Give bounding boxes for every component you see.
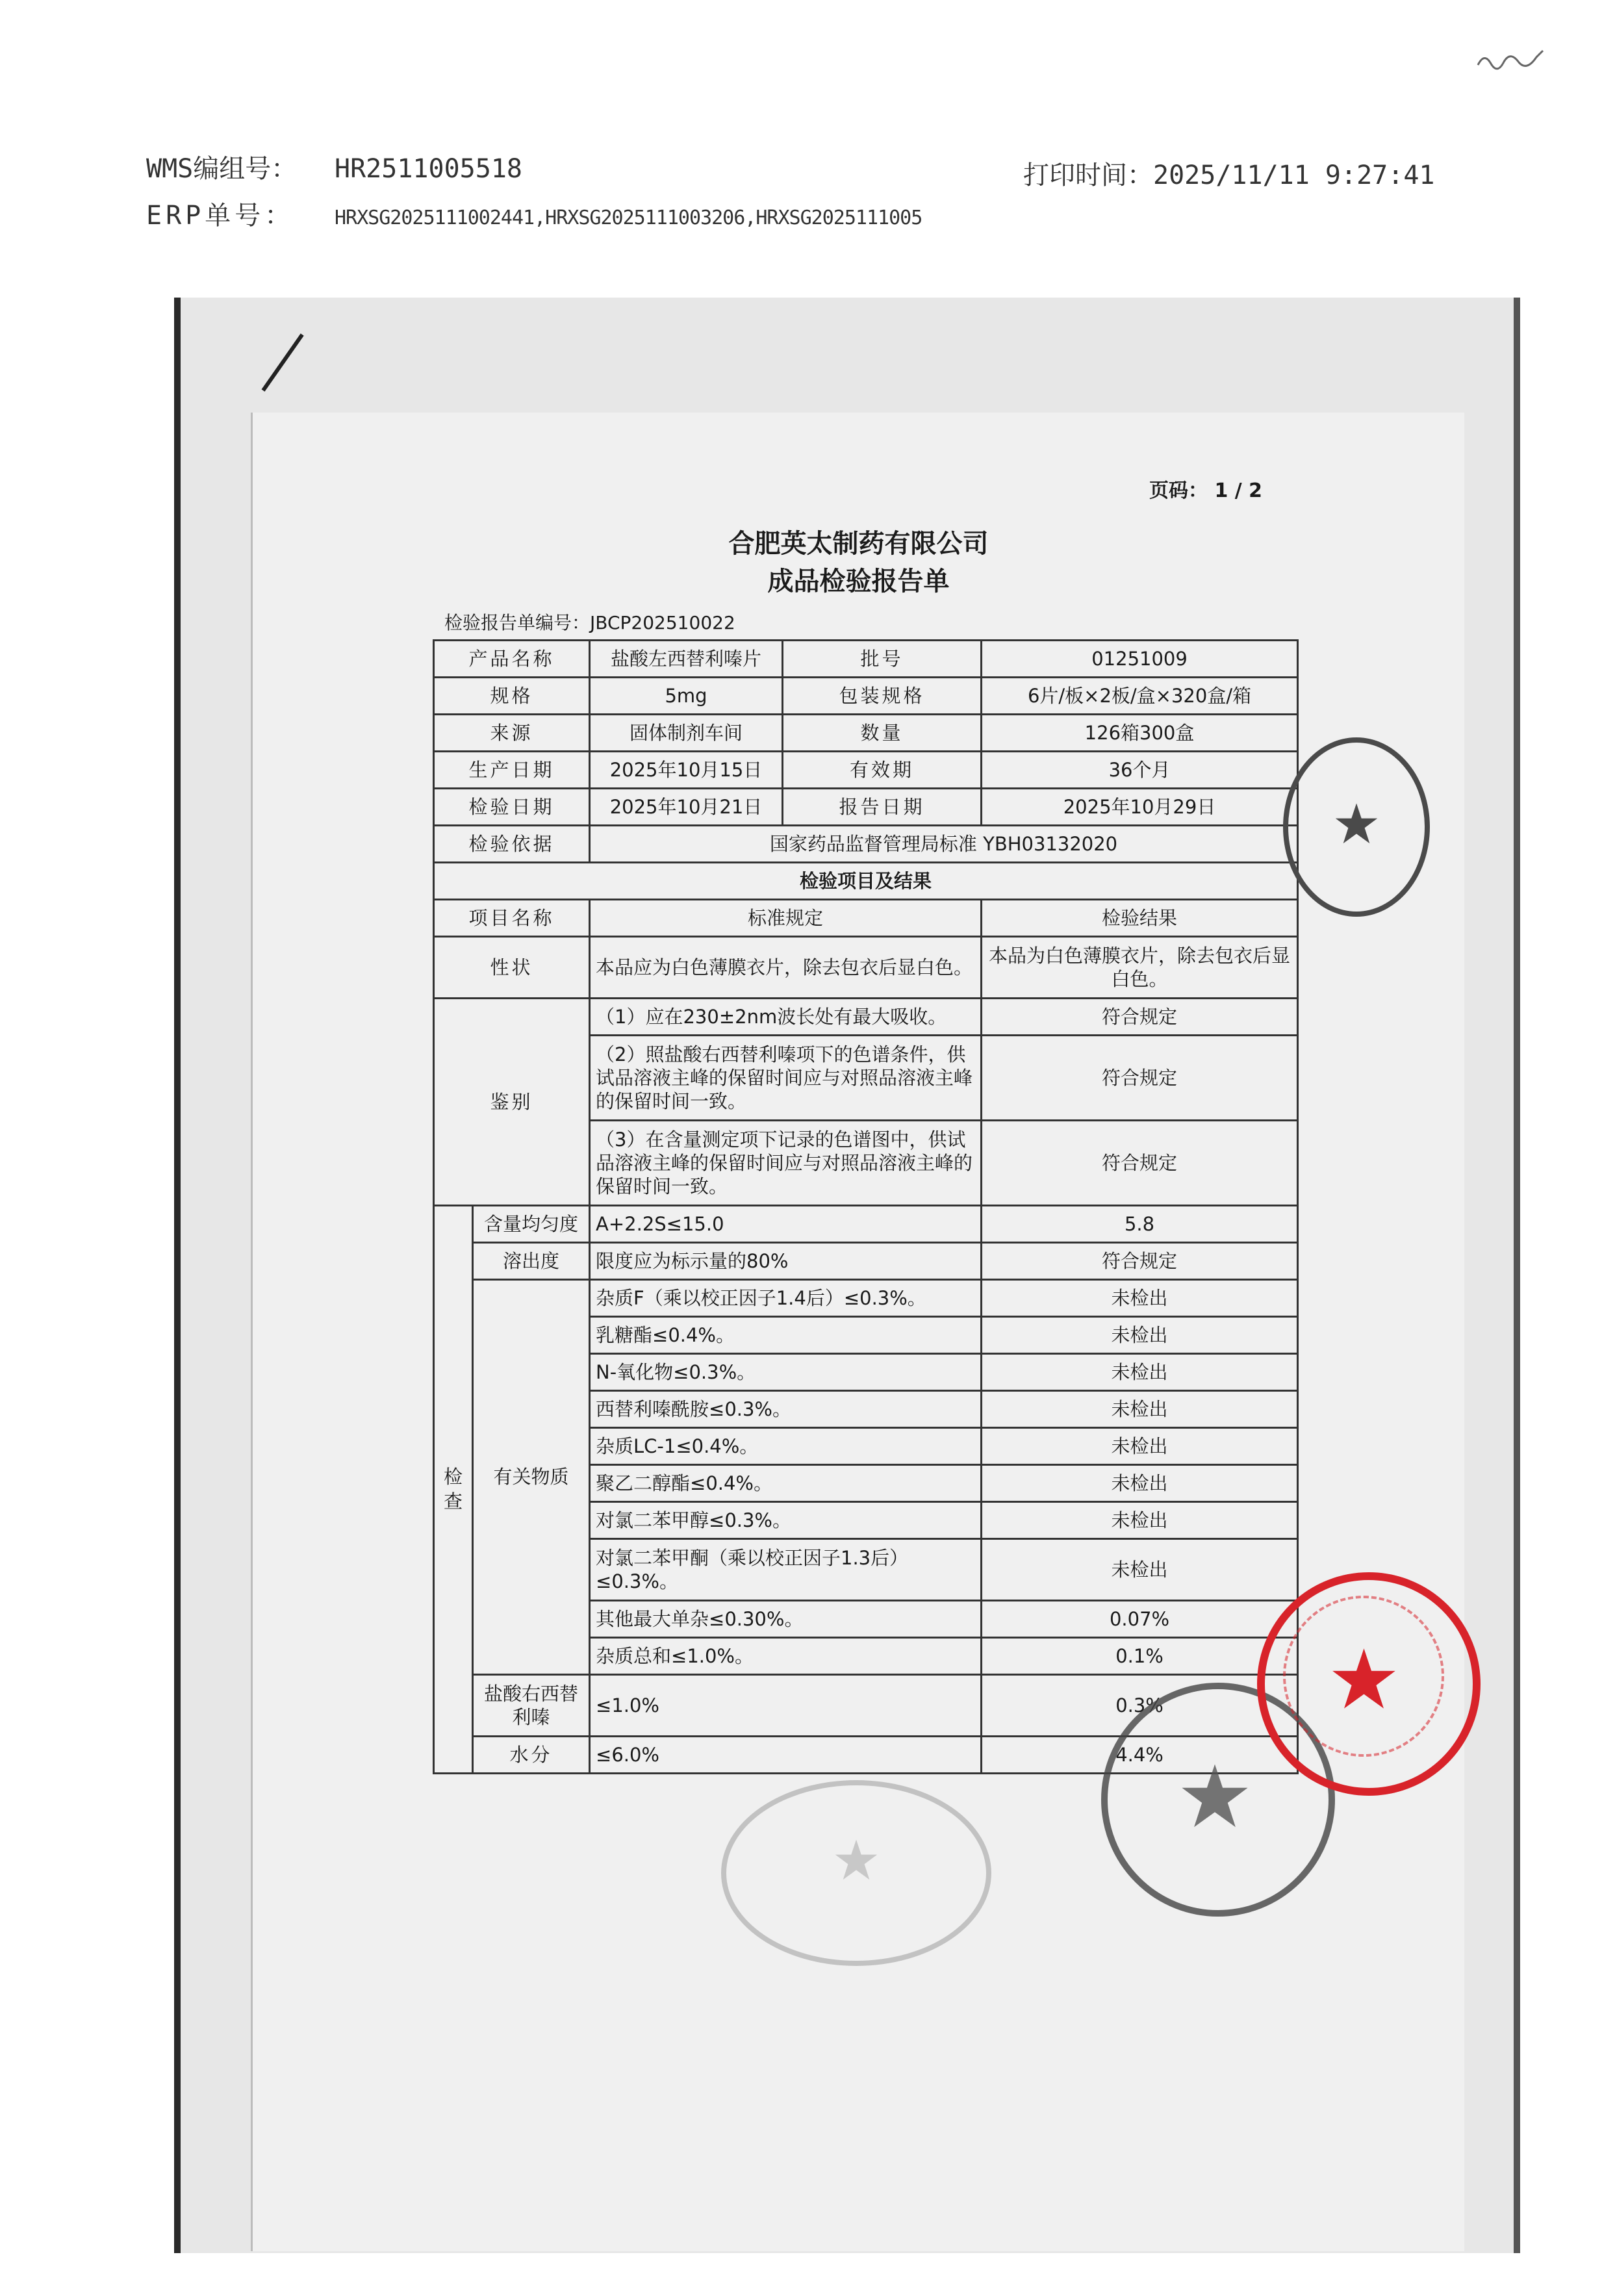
- identification-label: 鉴别: [434, 999, 590, 1206]
- report-date-label: 报告日期: [783, 789, 982, 826]
- table-row: [434, 641, 1298, 678]
- uniformity-label: 含量均匀度: [473, 1206, 590, 1243]
- related-standard: 其他最大单杂≤0.30%。: [590, 1601, 982, 1638]
- wms-value: HR2511005518: [335, 154, 522, 184]
- table-row: [434, 999, 1298, 1036]
- id2-result: 符合规定: [982, 1036, 1298, 1121]
- related-standard: 杂质F（乘以校正因子1.4后）≤0.3%。: [590, 1280, 982, 1317]
- expiry: 36个月: [982, 752, 1298, 789]
- erp-label: ERP单号：: [146, 201, 295, 231]
- related-standard: 杂质总和≤1.0%。: [590, 1638, 982, 1675]
- table-row: [434, 826, 1298, 863]
- dextro-label: 盐酸右西替利嗪: [473, 1675, 590, 1737]
- related-standard: 杂质LC-1≤0.4%。: [590, 1428, 982, 1465]
- basis: 国家药品监督管理局标准 YBH03132020: [590, 826, 1298, 863]
- related-result: 未检出: [982, 1354, 1298, 1391]
- faint-seal-impression: [721, 1780, 991, 1966]
- star-icon: [1179, 1761, 1251, 1832]
- product-name-label: 产品名称: [434, 641, 590, 678]
- related-result: 未检出: [982, 1391, 1298, 1428]
- related-standard: 乳糖酯≤0.4%。: [590, 1317, 982, 1354]
- star-icon: [833, 1837, 879, 1883]
- spec-label: 规格: [434, 678, 590, 715]
- quality-dept-seal-top: [1283, 737, 1430, 917]
- id1-result: 符合规定: [982, 999, 1298, 1036]
- related-result: 未检出: [982, 1280, 1298, 1317]
- col-result-header: 检验结果: [982, 900, 1298, 937]
- related-standard: 西替利嗪酰胺≤0.3%。: [590, 1391, 982, 1428]
- test-date-label: 检验日期: [434, 789, 590, 826]
- dextro-standard: ≤1.0%: [590, 1675, 982, 1737]
- related-standard: 聚乙二醇酯≤0.4%。: [590, 1465, 982, 1502]
- quality-management-red-seal: [1257, 1572, 1481, 1796]
- source-label: 来源: [434, 715, 590, 752]
- source: 固体制剂车间: [590, 715, 783, 752]
- related-result: 未检出: [982, 1465, 1298, 1502]
- related-result: 0.07%: [982, 1601, 1298, 1638]
- related-result: 未检出: [982, 1502, 1298, 1539]
- batch: 01251009: [982, 641, 1298, 678]
- table-row: [434, 1206, 1298, 1243]
- report-date: 2025年10月29日: [982, 789, 1298, 826]
- dissolution-label: 溶出度: [473, 1243, 590, 1280]
- related-standard: N-氧化物≤0.3%。: [590, 1354, 982, 1391]
- qty-label: 数量: [783, 715, 982, 752]
- section-title: 检验项目及结果: [434, 863, 1298, 900]
- product-name: 盐酸左西替利嗪片: [590, 641, 783, 678]
- expiry-label: 有效期: [783, 752, 982, 789]
- table-row: [434, 863, 1298, 900]
- related-standard: 对氯二苯甲醇≤0.3%。: [590, 1502, 982, 1539]
- qty: 126箱300盒: [982, 715, 1298, 752]
- report-title: 成品检验报告单: [767, 567, 950, 596]
- col-standard-header: 标准规定: [590, 900, 982, 937]
- basis-label: 检验依据: [434, 826, 590, 863]
- uniformity-result: 5.8: [982, 1206, 1298, 1243]
- uniformity-standard: A+2.2S≤15.0: [590, 1206, 982, 1243]
- print-value: 2025/11/11 9:27:41: [1153, 160, 1435, 190]
- mfg-date-label: 生产日期: [434, 752, 590, 789]
- table-row: [434, 789, 1298, 826]
- appearance-result: 本品为白色薄膜衣片，除去包衣后显白色。: [982, 937, 1298, 999]
- report-number-value: JBCP202510022: [590, 612, 735, 633]
- pack: 6片/板×2板/盒×320盒/箱: [982, 678, 1298, 715]
- related-result: 未检出: [982, 1539, 1298, 1601]
- handwritten-mark: [1475, 45, 1546, 78]
- col-item-header: 项目名称: [434, 900, 590, 937]
- page-number: 页码： 1 / 2: [1149, 479, 1263, 502]
- wms-group-no: [146, 148, 522, 185]
- appearance-label: 性状: [434, 937, 590, 999]
- related-result: 0.1%: [982, 1638, 1298, 1675]
- table-row: [434, 900, 1298, 937]
- related-result: 未检出: [982, 1428, 1298, 1465]
- table-row: [434, 715, 1298, 752]
- company-name: 合肥英太制药有限公司: [728, 529, 989, 559]
- table-row: [434, 1243, 1298, 1280]
- water-label: 水分: [473, 1737, 590, 1774]
- erp-value: HRXSG2025111002441,HRXSG2025111003206,HRXSG2025111005: [335, 207, 922, 229]
- related-result: 未检出: [982, 1317, 1298, 1354]
- print-time: [1023, 155, 1434, 192]
- print-label: 打印时间：: [1023, 160, 1153, 190]
- dextro-result: 0.3%: [982, 1675, 1298, 1737]
- id1-standard: （1）应在230±2nm波长处有最大吸收。: [590, 999, 982, 1036]
- table-row: [434, 752, 1298, 789]
- table-row: [434, 1280, 1298, 1317]
- test-date: 2025年10月21日: [590, 789, 783, 826]
- mfg-date: 2025年10月15日: [590, 752, 783, 789]
- table-row: [434, 937, 1298, 999]
- inspection-report-table: [433, 639, 1299, 1774]
- spec: 5mg: [590, 678, 783, 715]
- id3-result: 符合规定: [982, 1121, 1298, 1206]
- related-standard: 对氯二苯甲酮（乘以校正因子1.3后）≤0.3%。: [590, 1539, 982, 1601]
- appearance-standard: 本品应为白色薄膜衣片，除去包衣后显白色。: [590, 937, 982, 999]
- pack-label: 包装规格: [783, 678, 982, 715]
- water-standard: ≤6.0%: [590, 1737, 982, 1774]
- report-number-label: 检验报告单编号：: [444, 612, 591, 633]
- id2-standard: （2）照盐酸右西替利嗪项下的色谱条件，供试品溶液主峰的保留时间应与对照品溶液主峰的保留时间一致。: [590, 1036, 982, 1121]
- erp-no: [146, 195, 922, 232]
- table-row: [434, 678, 1298, 715]
- batch-label: 批号: [783, 641, 982, 678]
- related-substances-label: 有关物质: [473, 1280, 590, 1675]
- id3-standard: （3）在含量测定项下记录的色谱图中，供试品溶液主峰的保留时间应与对照品溶液主峰的保留时间一致。: [590, 1121, 982, 1206]
- wms-label: WMS编组号：: [146, 154, 298, 184]
- water-result: 4.4%: [982, 1737, 1298, 1774]
- check-label: 检查: [434, 1206, 473, 1774]
- star-icon: [1334, 801, 1379, 847]
- report-number: [444, 609, 735, 635]
- dissolution-standard: 限度应为标示量的80%: [590, 1243, 982, 1280]
- dissolution-result: 符合规定: [982, 1243, 1298, 1280]
